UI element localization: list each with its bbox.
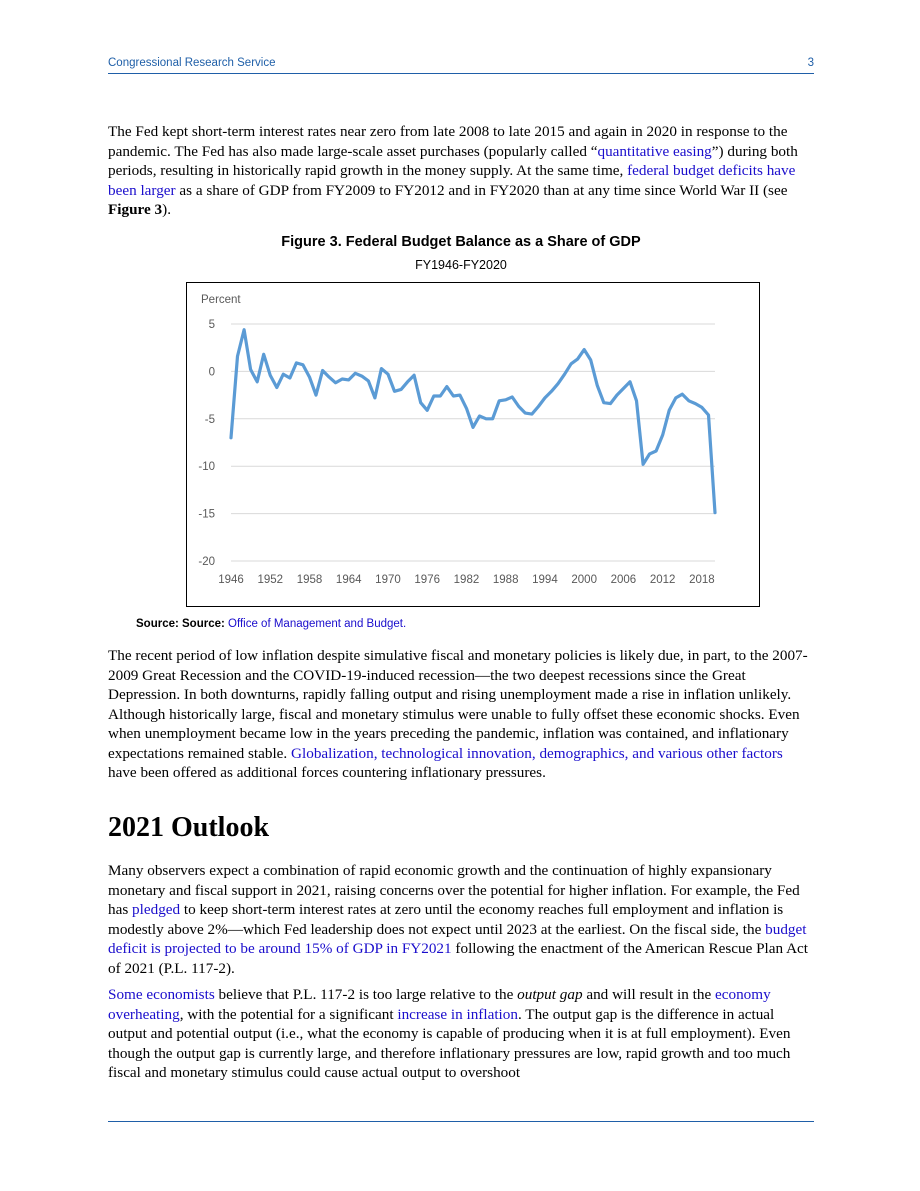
footer-rule <box>108 1121 814 1122</box>
x-tick-label: 1982 <box>453 574 480 586</box>
paragraph-2 <box>108 646 814 783</box>
p2-text-1: The recent period of low inflation despite simulative fiscal and monetary policies is likely due, in part, to the 2007-2009 Great Recession and the COVID-19-induced recession—the two deepest recessions since the Great Depression. In both downturns, rapidly falling output and rising unemployment made a rise in inflation unlikely. Although historically large, fiscal and monetary stimulus were unable to fully offset these economic shocks. Even when unemployment became low in the years preceding the pandemic, inflation was contained, and inflationary expectations remained stable. <box>108 647 808 762</box>
chart-svg <box>187 283 759 606</box>
budget-deficits-link[interactable]: federal budget deficits have been larger <box>108 162 796 199</box>
budget-deficit-projection-link[interactable]: budget deficit is projected to be around 15% of GDP in FY2021 <box>108 920 807 957</box>
y-axis-title: Percent <box>201 294 241 306</box>
y-tick-label: -5 <box>204 413 215 426</box>
p3-text-2: to keep short-term interest rates at zero until the economy reaches full employment and inflation is modestly above 2%—which Fed leadership does not expect until 2023 at the earliest. On the fiscal side, the <box>108 901 784 938</box>
x-tick-label: 2012 <box>649 574 676 586</box>
p4-text-2: and will result in the <box>582 986 715 1003</box>
figure-subtitle: FY1946-FY2020 <box>415 258 507 272</box>
x-tick-label: 2000 <box>571 574 597 586</box>
x-tick-label: 2006 <box>610 574 637 586</box>
x-tick-label: 1994 <box>532 574 558 586</box>
x-tick-label: 1946 <box>218 574 244 586</box>
section-heading: 2021 Outlook <box>108 812 270 843</box>
source-label: Source: Source: <box>136 618 225 630</box>
output-gap-term: output gap <box>517 986 583 1003</box>
figure-source <box>136 618 406 630</box>
x-tick-label: 2018 <box>689 574 715 586</box>
pledged-link[interactable]: pledged <box>132 901 181 918</box>
omb-source-link[interactable]: Office of Management and Budget. <box>228 618 407 630</box>
globalization-factors-link[interactable]: Globalization, technological innovation, demographics, and various other factors <box>291 744 783 762</box>
chart-y-tick-labels <box>198 319 215 568</box>
budget-balance-line <box>231 330 715 513</box>
paragraph-1 <box>108 122 814 220</box>
x-tick-label: 1970 <box>375 574 401 586</box>
figure-title: Figure 3. Federal Budget Balance as a Share of GDP <box>281 234 641 250</box>
chart-x-tick-labels <box>218 574 715 586</box>
p3-text-3: following the enactment of the American Rescue Plan Act of 2021 (P.L. 117-2). <box>108 940 809 977</box>
chart-data-points <box>231 330 715 513</box>
header-rule <box>108 73 814 74</box>
y-tick-label: -15 <box>198 508 215 521</box>
y-tick-label: 0 <box>208 366 215 379</box>
x-tick-label: 1952 <box>257 574 284 586</box>
economy-overheating-link[interactable]: economy overheating <box>108 986 771 1023</box>
some-economists-link[interactable]: Some economists <box>108 986 215 1003</box>
figure-ref: Figure 3 <box>108 201 163 218</box>
p1-text-2: ”) during both periods, resulting in historically rapid growth in the money supply. At the same time, <box>108 142 798 179</box>
page-number: 3 <box>807 57 814 69</box>
y-tick-label: -20 <box>198 556 215 568</box>
y-tick-label: 5 <box>208 319 215 331</box>
increase-in-inflation-link[interactable]: increase in inflation <box>397 1005 518 1023</box>
x-tick-label: 1988 <box>492 574 519 586</box>
x-tick-label: 1976 <box>414 574 441 586</box>
p3-text-1: Many observers expect a combination of rapid economic growth and the continuation of highly expansionary monetary and fiscal support in 2021, raising concerns over the potential for higher inflation. For example, the Fed has <box>108 862 800 918</box>
x-tick-label: 1964 <box>335 574 362 586</box>
p4-text-4: . The output gap is the difference in actual output and potential output (i.e., what the economy is capable of producing when it is at full employment). Even though the output gap is currently large, and therefore inflationary pressures are low, rapid growth and too much fiscal and monetary stimulus could cause actual output to overshoot <box>108 1005 791 1081</box>
quantitative-easing-link[interactable]: quantitative easing <box>597 142 712 160</box>
p2-text-2: have been offered as additional forces countering inflationary pressures. <box>108 764 546 781</box>
paragraph-3 <box>108 861 814 978</box>
header-org: Congressional Research Service <box>108 57 276 69</box>
p4-text-1: believe that P.L. 117-2 is too large relative to the <box>214 986 518 1003</box>
budget-balance-chart <box>186 282 760 607</box>
p1-text-4: ). <box>162 201 171 218</box>
paragraph-4 <box>108 985 814 1083</box>
x-tick-label: 1958 <box>296 574 323 586</box>
p1-text-1: The Fed kept short-term interest rates near zero from late 2008 to late 2015 and again in 2020 in response to the pandemic. The Fed has also made large-scale asset purchases (popularly called “ <box>108 123 788 160</box>
p1-text-3: as a share of GDP from FY2009 to FY2012 and in FY2020 than at any time since World War II (see <box>175 181 788 199</box>
p4-text-3: , with the potential for a significant <box>179 1005 398 1023</box>
y-tick-label: -10 <box>198 461 215 474</box>
